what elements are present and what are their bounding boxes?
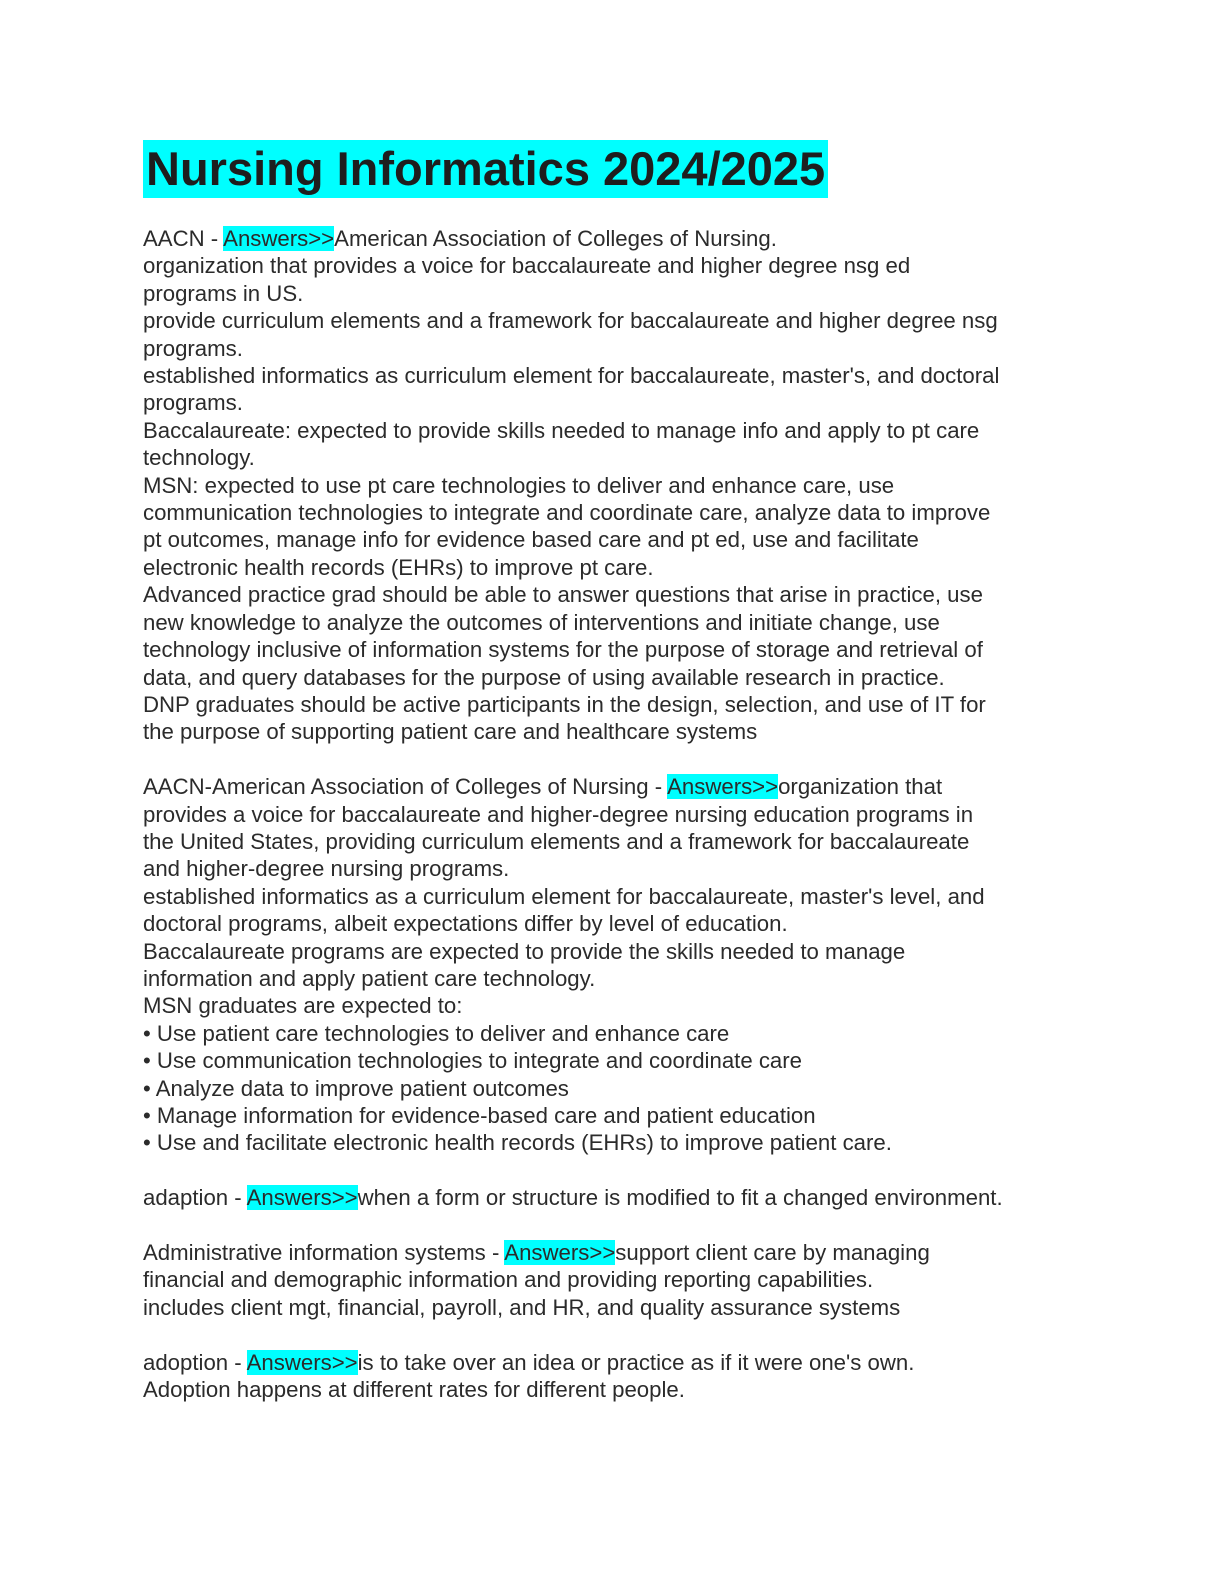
entry-text-line: • Use and facilitate electronic health records (EHRs) to improve patient care. xyxy=(143,1130,892,1156)
entry-text-line: communication technologies to integrate and coordinate care, analyze data to improve xyxy=(143,500,991,526)
entry-term-line xyxy=(143,1349,1083,1376)
entry-text-line: programs in US. xyxy=(143,280,304,306)
entry-text-line: • Manage information for evidence-based care and patient education xyxy=(143,1102,816,1128)
entry-text-line: organization that provides a voice for baccalaureate and higher degree nsg ed xyxy=(143,253,911,279)
entry-text-line: technology. xyxy=(143,445,255,471)
document-page xyxy=(143,140,1083,1431)
answer-highlight: Answers>> xyxy=(504,1239,616,1265)
answer-highlight: Answers>> xyxy=(246,1349,358,1375)
entry-text-line: established informatics as curriculum element for baccalaureate, master's, and doctoral xyxy=(143,363,1000,389)
entry-text-line: MSN graduates are expected to: xyxy=(143,993,463,1019)
entry-term: AACN-American Association of Colleges of Nursing - xyxy=(143,774,668,800)
entry-text-line: DNP graduates should be active participants in the design, selection, and use of IT for xyxy=(143,691,986,717)
entry-text-line: established informatics as a curriculum element for baccalaureate, master's level, and xyxy=(143,883,985,909)
entry-term: Administrative information systems - xyxy=(143,1239,505,1265)
answer-highlight: Answers>> xyxy=(246,1185,358,1211)
entry-text-line: the United States, providing curriculum elements and a framework for baccalaureate xyxy=(143,828,970,854)
entry-text-line: new knowledge to analyze the outcomes of interventions and initiate change, use xyxy=(143,609,940,635)
answer-highlight: Answers>> xyxy=(667,774,779,800)
entry-text-line: and higher-degree nursing programs. xyxy=(143,856,510,882)
entry-term-line xyxy=(143,1184,1083,1211)
entry-text-line: programs. xyxy=(143,390,243,416)
entry-text-line: Advanced practice grad should be able to answer questions that arise in practice, use xyxy=(143,582,983,608)
entry-text-line: MSN: expected to use pt care technologies to deliver and enhance care, use xyxy=(143,472,895,498)
entry-text-line: financial and demographic information and providing reporting capabilities. xyxy=(143,1267,874,1293)
entry-text-line: technology inclusive of information systems for the purpose of storage and retrieval of xyxy=(143,637,983,663)
entry-term: adoption - xyxy=(143,1349,247,1375)
entry-term-line xyxy=(143,1239,1083,1266)
qa-entry xyxy=(143,1349,1083,1404)
answer-highlight: Answers>> xyxy=(223,226,335,251)
entry-text-line: data, and query databases for the purpose of using available research in practice. xyxy=(143,664,945,690)
entry-answer-text: when a form or structure is modified to fit a changed environment. xyxy=(357,1185,1003,1211)
entry-text-line: includes client mgt, financial, payroll, and HR, and quality assurance systems xyxy=(143,1294,901,1320)
entry-text-line: Baccalaureate: expected to provide skills needed to manage info and apply to pt care xyxy=(143,417,980,443)
entry-text-line: pt outcomes, manage info for evidence based care and pt ed, use and facilitate xyxy=(143,527,919,553)
entry-answer-text: organization that xyxy=(778,774,943,800)
entry-text-line: the purpose of supporting patient care and healthcare systems xyxy=(143,719,758,745)
qa-entry xyxy=(143,225,1083,746)
document-title: Nursing Informatics 2024/2025 xyxy=(143,140,828,198)
entry-text-line: doctoral programs, albeit expectations differ by level of education. xyxy=(143,911,788,937)
entry-answer-text: is to take over an idea or practice as if it were one's own. xyxy=(357,1349,915,1375)
entry-answer-text: support client care by managing xyxy=(615,1239,930,1265)
entry-term-line xyxy=(143,225,1083,252)
entry-text-line: • Analyze data to improve patient outcomes xyxy=(143,1075,569,1101)
entry-text-line: Adoption happens at different rates for different people. xyxy=(143,1377,685,1402)
entry-term: AACN - xyxy=(143,226,224,251)
entry-text-line: Baccalaureate programs are expected to provide the skills needed to manage xyxy=(143,938,906,964)
entry-list xyxy=(143,225,1083,1403)
entry-text-line: • Use patient care technologies to deliver and enhance care xyxy=(143,1020,730,1046)
qa-entry xyxy=(143,773,1083,1157)
entry-text-line: • Use communication technologies to integrate and coordinate care xyxy=(143,1048,802,1074)
entry-text-line: information and apply patient care technology. xyxy=(143,965,596,991)
entry-term: adaption - xyxy=(143,1185,247,1211)
entry-text-line: electronic health records (EHRs) to improve pt care. xyxy=(143,554,654,580)
entry-text-line: provide curriculum elements and a framework for baccalaureate and higher degree nsg xyxy=(143,308,998,334)
qa-entry xyxy=(143,1184,1083,1211)
entry-text-line: provides a voice for baccalaureate and higher-degree nursing education programs in xyxy=(143,801,974,827)
entry-text-line: programs. xyxy=(143,335,243,361)
entry-answer-text: American Association of Colleges of Nursing. xyxy=(334,226,777,251)
entry-term-line xyxy=(143,773,1083,800)
qa-entry xyxy=(143,1239,1083,1321)
